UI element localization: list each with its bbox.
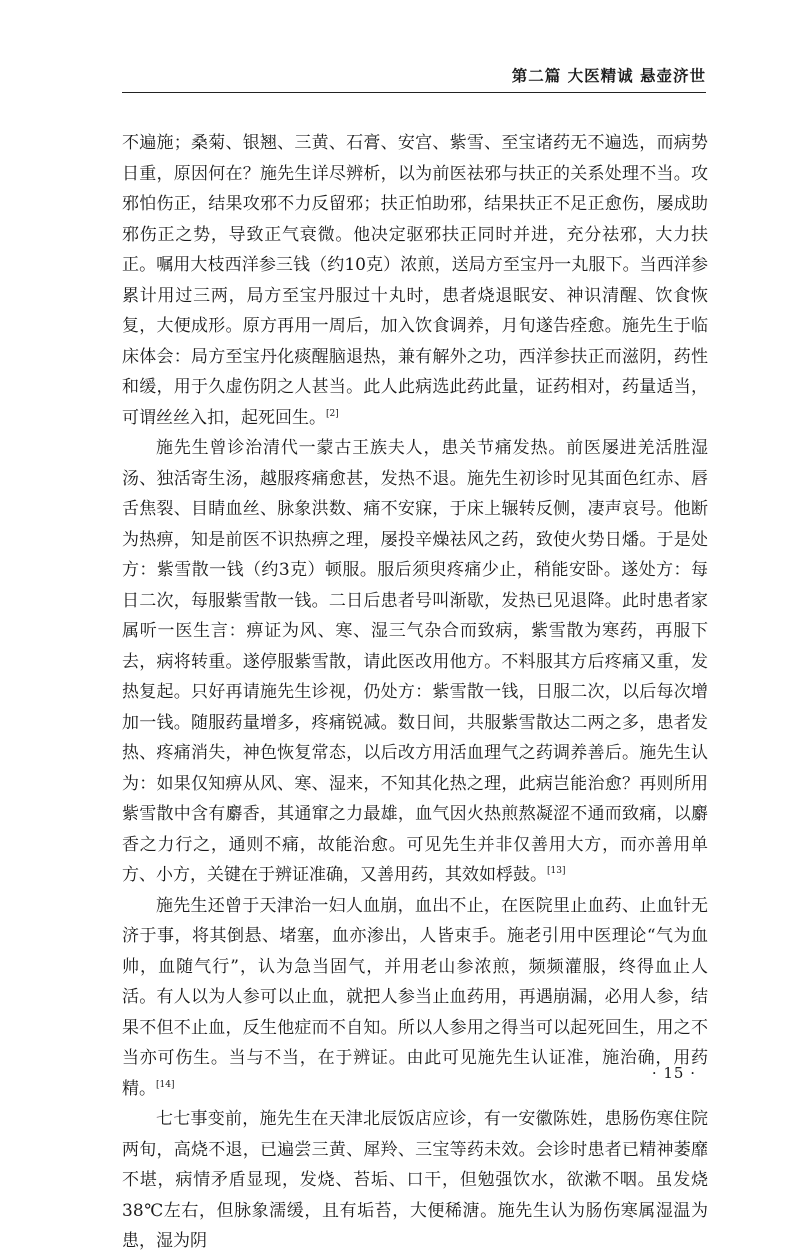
- running-header: 第二篇 大医精诚 悬壶济世: [511, 66, 706, 85]
- paragraph-text: 不遍施；桑菊、银翘、三黄、石膏、安宫、紫雪、至宝诸药无不遍选，而病势日重，原因何在？施先生详尽辨析，以为前医祛邪与扶正的关系处理不当。攻邪怕伤正，结果攻邪不力反留邪；扶正怕助邪，结果扶正不足正愈伤，屡成助邪伤正之势，导致正气衰微。他决定驱邪扶正同时并进，充分祛邪，大力扶正。嘱用大枝西洋参三钱（约10克）浓煎，送局方至宝丹一丸服下。当西洋参累计用过三两，局方至宝丹服过十丸时，患者烧退眠安、神识清醒、饮食恢复，大便成形。原方再用一周后，加入饮食调养，月旬遂告痊愈。施先生于临床体会：局方至宝丹化痰醒脑退热，兼有解外之功，西洋参扶正而滋阴，药性和缓，用于久虚伤阴之人甚当。此人此病选此药此量，证药相对，药量适当，可谓丝丝入扣，起死回生。: [122, 133, 708, 428]
- paragraph: [122, 1104, 708, 1257]
- body-text: [122, 128, 708, 1257]
- paragraph: [122, 433, 708, 891]
- header-rule: [122, 92, 706, 93]
- reference-mark: [14]: [156, 1079, 175, 1090]
- paragraph-text: 七七事变前，施先生在天津北辰饭店应诊，有一安徽陈姓，患肠伤寒住院两旬，高烧不退，已遍尝三黄、犀羚、三宝等药未效。会诊时患者已精神萎靡不堪，病情矛盾显现，发烧、苔垢、口干，但勉强饮水，欲漱不咽。虽发烧38℃左右，但脉象濡缓，且有垢苔，大便稀溏。施先生认为肠伤寒属湿温为患，湿为阴: [122, 1109, 708, 1251]
- paragraph-text: 施先生曾诊治清代一蒙古王族夫人，患关节痛发热。前医屡进羌活胜湿汤、独活寄生汤，越服疼痛愈甚，发热不退。施先生初诊时见其面色红赤、唇舌焦裂、目睛血丝、脉象洪数、痛不安寐，于床上辗转反侧，凄声哀号。他断为热痹，知是前医不识热痹之理，屡投辛燥祛风之药，致使火势日燔。于是处方：紫雪散一钱（约3克）顿服。服后须臾疼痛少止，稍能安卧。遂处方：每日二次，每服紫雪散一钱。二日后患者号叫渐歇，发热已见退降。此时患者家属听一医生言：痹证为风、寒、湿三气杂合而致病，紫雪散为寒药，再服下去，病将转重。遂停服紫雪散，请此医改用他方。不料服其方后疼痛又重，发热复起。只好再请施先生诊视，仍处方：紫雪散一钱，日服二次，以后每次增加一钱。随服药量增多，疼痛锐减。数日间，共服紫雪散达二两之多，患者发热、疼痛消失，神色恢复常态，以后改方用活血理气之药调养善后。施先生认为：如果仅知痹从风、寒、湿来，不知其化热之理，此病岂能治愈？再则所用紫雪散中含有麝香，其通窜之力最雄，血气因火热煎熬凝涩不通而致痛，以麝香之力行之，通则不痛，故能治愈。可见先生并非仅善用大方，而亦善用单方、小方，关键在于辨证准确，又善用药，其效如桴鼓。: [122, 438, 708, 885]
- paragraph: [122, 128, 708, 433]
- paragraph-text: 施先生还曾于天津治一妇人血崩，血出不止，在医院里止血药、止血针无济于事，将其倒悬、堵塞，血亦渗出，人皆束手。施老引用中医理论“气为血帅，血随气行”，认为急当固气，并用老山参浓煎，频频灌服，终得血止人活。有人以为人参可以止血，就把人参当止血药用，再遇崩漏，必用人参，结果不但不止血，反生他症而不自知。所以人参用之得当可以起死回生，用之不当亦可伤生。当与不当，在于辨证。由此可见施先生认证准，施治确，用药精。: [122, 895, 708, 1099]
- reference-mark: [13]: [547, 866, 566, 876]
- reference-mark: [2]: [326, 408, 339, 419]
- paragraph: [122, 891, 708, 1105]
- page-number: · 15 ·: [651, 1064, 696, 1082]
